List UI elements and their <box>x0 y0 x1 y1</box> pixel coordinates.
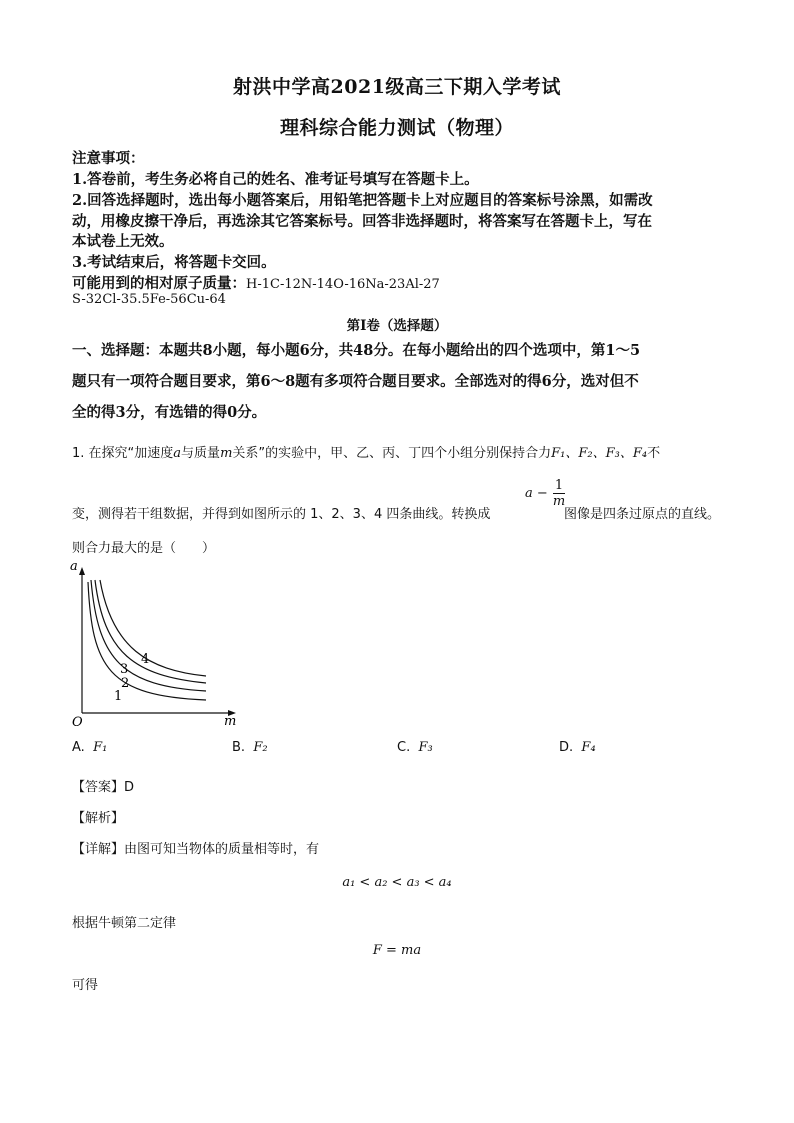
acceleration-mass-graph <box>68 558 248 730</box>
newton-law-text: 根据牛顿第二定律 <box>72 916 177 931</box>
question-1-line-2: 变，测得若干组数据，并得到如图所示的 1、2、3、4 四条曲线。转换成 <box>72 507 491 522</box>
option-a[interactable] <box>72 740 107 755</box>
curve-2 <box>91 580 206 691</box>
option-b[interactable] <box>232 740 268 755</box>
question-1-text-a: 1. 在探究“加速度 <box>72 446 174 461</box>
detail-line <box>72 838 319 857</box>
conclusion-text: 可得 <box>72 978 99 993</box>
detail-label: 【详解】 <box>72 842 125 857</box>
option-a-value: F₁ <box>93 740 108 755</box>
atomic-mass-values-1: H-1C-12N-14O-16Na-23Al-27 <box>246 277 440 292</box>
section-intro-line-2: 题只有一项符合题目要求，第6～8题有多项符合题目要求。全部选对的得6分，选对但不 <box>72 373 639 390</box>
question-1-text-b: 与质量 <box>181 446 221 461</box>
y-axis-label: a <box>70 559 78 574</box>
forces-list: F₁、F₂、F₃、F₄ <box>551 446 648 461</box>
atomic-mass-line <box>72 272 440 293</box>
notes-item-2-line-1: 2.回答选择题时，选出每小题答案后，用铅笔把答题卡上对应题目的答案标号涂黑，如需改 <box>72 192 653 209</box>
option-c-letter: C. <box>397 740 411 755</box>
detail-text: 由图可知当物体的质量相等时，有 <box>124 842 320 857</box>
curve-4 <box>100 580 206 676</box>
curve-label-1: 1 <box>114 689 123 704</box>
section-title: 第I卷（选择题） <box>346 318 448 334</box>
answer-value: D <box>124 780 135 795</box>
notes-item-1: 1.答卷前，考生务必将自己的姓名、准考证号填写在答题卡上。 <box>72 171 479 188</box>
page-title: 射洪中学高2021级高三下期入学考试 <box>233 76 561 98</box>
option-d-value: F₄ <box>581 740 596 755</box>
fraction-denominator: m <box>552 494 566 509</box>
notes-item-2-line-2: 动，用橡皮擦干净后，再选涂其它答案标号。回答非选择题时，将答案写在答题卡上，写在 <box>72 213 652 230</box>
y-axis-arrow <box>79 567 85 575</box>
equation-newton-second-law: F = ma <box>372 943 422 958</box>
option-c-value: F₃ <box>418 740 433 755</box>
question-1-text-c: 关系”的实验中，甲、乙、丙、丁四个小组分别保持合力 <box>232 446 552 461</box>
curve-label-3: 3 <box>120 662 129 677</box>
answer-line <box>72 776 134 795</box>
option-c[interactable] <box>397 740 433 755</box>
curve-1 <box>88 582 206 700</box>
origin-label: O <box>72 715 83 730</box>
option-b-letter: B. <box>232 740 246 755</box>
atomic-mass-values-2: S-32Cl-35.5Fe-56Cu-64 <box>72 292 226 307</box>
curve-3 <box>95 580 206 683</box>
atomic-mass-label: 可能用到的相对原子质量： <box>72 275 246 292</box>
option-b-value: F₂ <box>253 740 268 755</box>
question-1-line-3: 则合力最大的是（ ） <box>72 541 216 556</box>
section-intro-line-1: 一、选择题：本题共8小题，每小题6分，共48分。在每小题给出的四个选项中，第1～5 <box>72 342 641 359</box>
x-axis-label: m <box>224 714 237 729</box>
notes-heading: 注意事项： <box>72 150 145 167</box>
symbol-a: a <box>173 446 182 461</box>
fraction-lhs: a − <box>525 486 548 501</box>
section-intro-line-3: 全的得3分，有选错的得0分。 <box>72 404 267 421</box>
option-a-letter: A. <box>72 740 85 755</box>
notes-item-2-line-3: 本试卷上无效。 <box>72 233 174 250</box>
question-1-text-end: 不 <box>647 446 661 461</box>
option-d-letter: D. <box>559 740 574 755</box>
analysis-label: 【解析】 <box>72 811 125 826</box>
option-d[interactable] <box>559 740 596 755</box>
transform-fraction <box>525 478 565 509</box>
curve-label-2: 2 <box>121 676 130 691</box>
question-1-line-2-end: 图像是四条过原点的直线。 <box>564 507 721 522</box>
fraction-numerator: 1 <box>553 478 565 494</box>
notes-item-3: 3.考试结束后，将答题卡交回。 <box>72 254 276 271</box>
curve-label-4: 4 <box>141 652 150 667</box>
page-subtitle: 理科综合能力测试（物理） <box>279 117 514 139</box>
question-1-line-1 <box>72 442 660 461</box>
answer-label: 【答案】 <box>72 780 125 795</box>
equation-acceleration-order: a₁ < a₂ < a₃ < a₄ <box>342 875 452 890</box>
symbol-m: m <box>220 446 233 461</box>
